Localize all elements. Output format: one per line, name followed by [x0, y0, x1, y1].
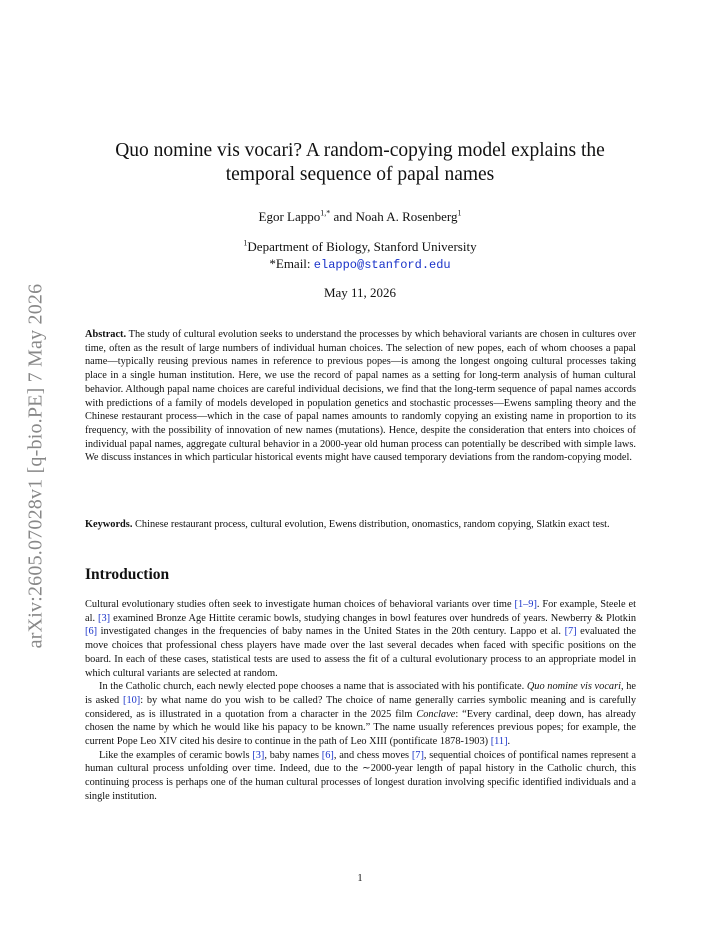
author-line [110, 209, 610, 225]
citation-link[interactable]: [7] [564, 626, 577, 638]
citation-link[interactable]: [6] [85, 626, 98, 638]
text-run: , and chess moves [333, 749, 412, 761]
text-run: Like the examples of ceramic bowls [99, 749, 253, 761]
text-run: investigated changes in the frequencies of baby names in the United States in the 20th century. Lappo et al. [97, 626, 565, 638]
text-run: : “Every cardinal, deep down, has already chosen the name by which he would like his papacy to be known.” The name usually references previous popes; for example, the current Pope Leo XIV cited his desire to continue in the path of Leo XIII (pontificate 1878-1903) [85, 708, 636, 748]
arxiv-identifier: arXiv:2605.07028v1 [q-bio.PE] 7 May 2026 [24, 283, 47, 649]
section-heading-introduction: Introduction [85, 566, 170, 583]
page-number: 1 [357, 873, 363, 884]
text-run: evaluated the move choices that professional chess players have made over the last several decades when faced with specific positions on the board. In each of these cases, statistical tests are used to assess the fit of a cultural evolutionary process to an appropriate model in which cultural variants are selected at random. [85, 626, 637, 679]
affiliation-marker: 1 [243, 238, 248, 248]
email-label: *Email: [269, 256, 314, 271]
citation-link[interactable]: [3] [252, 749, 265, 761]
citation-link[interactable]: [11] [490, 736, 508, 748]
text-run: . For example, Steele et al. [85, 599, 636, 624]
citation-link[interactable]: [3] [98, 612, 111, 624]
text-run: : by what name do you wish to be called? The choice of name generally carries symbolic meaning and is carefully considered, as is illustrated in a quotation from a character in the 2025 film [85, 694, 636, 720]
author-conjunction: and [330, 209, 356, 224]
author-name: Noah A. Rosenberg [355, 209, 458, 224]
author-name: Egor Lappo [258, 209, 321, 224]
text-run: , he is asked [85, 681, 636, 706]
paper-title: Quo nomine vis vocari? A random-copying model explains the temporal sequence of papal names [115, 140, 605, 185]
abstract-label: Abstract. [85, 329, 127, 340]
citation-link[interactable]: [1–9] [514, 599, 537, 610]
abstract [85, 328, 636, 465]
keywords [85, 518, 636, 532]
italic-phrase: Conclave [416, 708, 456, 720]
text-run: . [507, 736, 511, 748]
email-link[interactable]: elappo@stanford.edu [313, 258, 451, 272]
text-run: , baby names [264, 749, 322, 761]
paper-date: May 11, 2026 [323, 285, 397, 300]
paragraph [85, 598, 636, 680]
email-line [110, 255, 610, 274]
abstract-text: The study of cultural evolution seeks to understand the processes by which behavioral variants are chosen in cultures over time, often as the result of large numbers of individual human choices. The selection of new popes, each of whom chooses a papal name—typically reusing previous names in reference to previous popes—is among the longest ongoing cultural processes taking place in a single human institution. Here, we use the record of papal names as a setting for long-term analysis of human cultural behavior. Although papal name choices are careful individual decisions, we find that the long-term sequence of papal names accords with predictions of a family of models developed in population genetics and stochastic processes—Ewens sampling theory and the Chinese restaurant process—which in the case of papal names amounts to randomly copying an existing name in proportion to its frequency, with the possibility of innovation of new names (mutations). Hence, despite the consideration that enters into choices of individual papal names, aggregate cultural behavior in a 2000-year old human process can potentially be described with simple laws. We discuss instances in which particular historical events might have caused temporary deviations from the random-copying model. [85, 329, 636, 464]
citation-link[interactable]: [10] [123, 694, 141, 706]
keywords-text: Chinese restaurant process, cultural evolution, Ewens distribution, onomastics, random copying, Slatkin exact test. [135, 519, 610, 530]
affiliation-text: Department of Biology, Stanford University [247, 239, 477, 254]
paragraph [85, 749, 636, 804]
text-run: examined Bronze Age Hittite ceramic bowls, studying changes in bowl features over hundreds of years. Newberry & Plotkin [110, 612, 637, 624]
citation-link[interactable]: [6] [321, 749, 334, 761]
text-run: Cultural evolutionary studies often seek to investigate human choices of behavioral variants over time [85, 599, 515, 610]
introduction-body [85, 598, 636, 804]
citation-link[interactable]: [7] [411, 749, 424, 761]
keywords-label: Keywords. [85, 519, 133, 530]
affiliation-marker: 1,* [320, 208, 331, 218]
paragraph [85, 680, 636, 749]
affiliation-block [110, 238, 610, 274]
affiliation-marker: 1 [457, 208, 462, 218]
text-run: , sequential choices of pontifical names represent a human cultural process unfolding over time. Indeed, due to the ∼2000-year length of papal history in the Catholic church, this continuing process is perhaps one of the human cultural processes of longest duration involving specific identified individuals and a single institution. [85, 749, 636, 802]
text-run: In the Catholic church, each newly elected pope chooses a name that is associated with his pontificate. [99, 681, 527, 693]
affiliation-line [110, 238, 610, 255]
italic-phrase: Quo nomine vis vocari [526, 681, 621, 693]
